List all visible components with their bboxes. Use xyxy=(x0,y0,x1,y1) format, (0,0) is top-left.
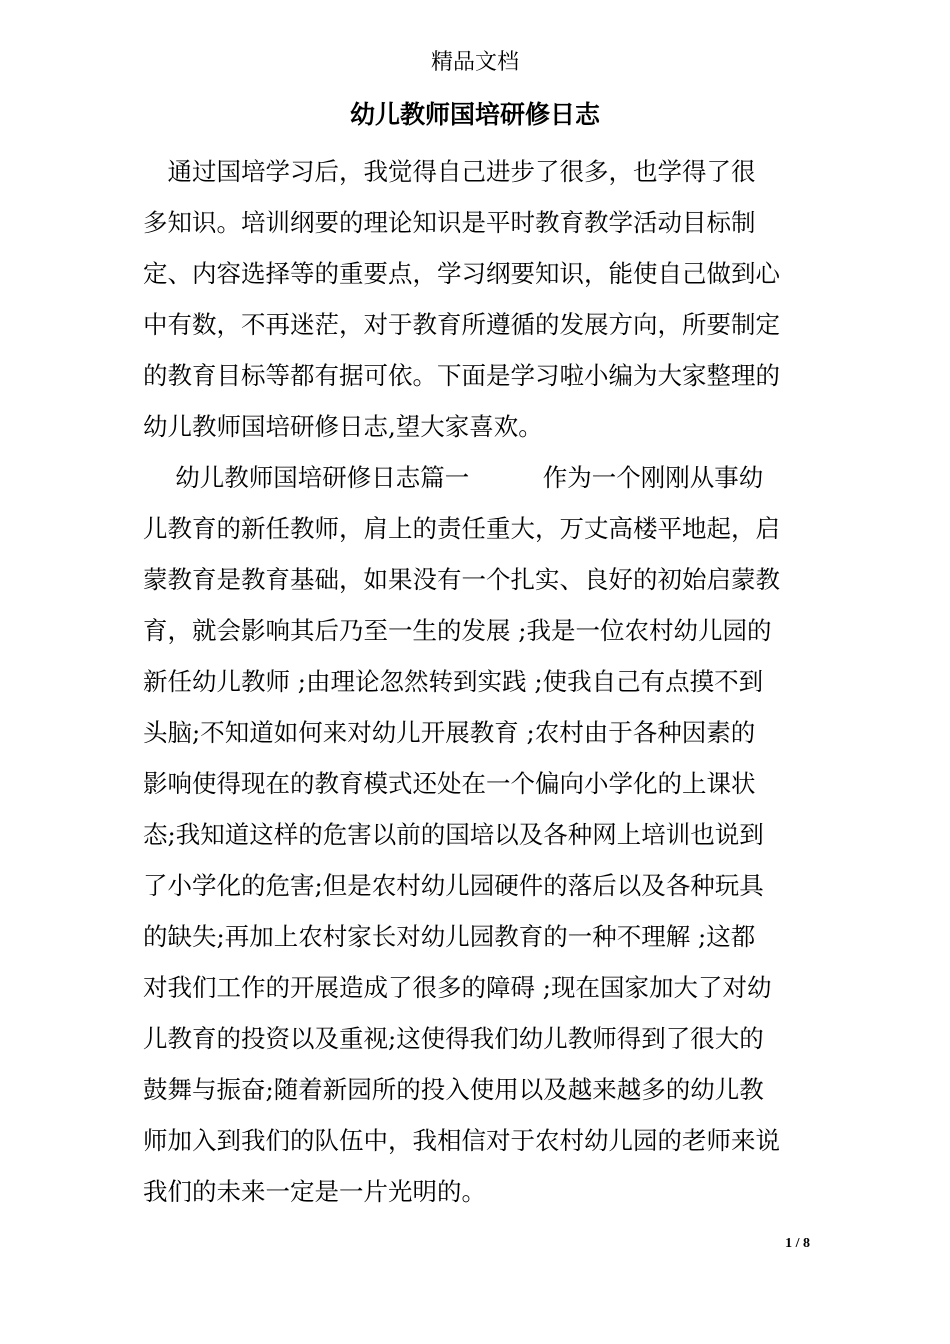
paragraph-line: 幼儿教师国培研修日志篇一 作为一个刚刚从事幼 xyxy=(143,463,764,492)
paragraph-line: 师加入到我们的队伍中，我相信对于农村幼儿园的老师来说 xyxy=(143,1126,780,1155)
paragraph-line: 定、内容选择等的重要点，学习纲要知识，能使自己做到心 xyxy=(143,259,780,288)
paragraph-line: 了小学化的危害;但是农村幼儿园硬件的落后以及各种玩具 xyxy=(143,871,764,900)
page-header: 精品文档 xyxy=(430,50,519,75)
paragraph-line: 育，就会影响其后乃至一生的发展 ;我是一位农村幼儿园的 xyxy=(143,616,772,645)
paragraph-article-one xyxy=(143,452,811,1217)
paragraph-line: 儿教育的新任教师，肩上的责任重大，万丈高楼平地起，启 xyxy=(143,514,780,543)
paragraph-line: 的教育目标等都有据可依。下面是学习啦小编为大家整理的 xyxy=(143,361,780,390)
paragraph-line: 新任幼儿教师 ;由理论忽然转到实践 ;使我自己有点摸不到 xyxy=(143,667,764,696)
paragraph-line: 幼儿教师国培研修日志,望大家喜欢。 xyxy=(143,412,543,441)
paragraph-line: 儿教育的投资以及重视;这使得我们幼儿教师得到了很大的 xyxy=(143,1024,764,1053)
paragraph-line: 我们的未来一定是一片光明的。 xyxy=(143,1177,486,1206)
paragraph-line: 对我们工作的开展造成了很多的障碍 ;现在国家加大了对幼 xyxy=(143,973,772,1002)
document-body xyxy=(143,146,811,1217)
paragraph-line: 中有数，不再迷茫，对于教育所遵循的发展方向，所要制定 xyxy=(143,310,780,339)
paragraph-line: 蒙教育是教育基础，如果没有一个扎实、良好的初始启蒙教 xyxy=(143,565,780,594)
page-number: 1 / 8 xyxy=(785,1236,810,1251)
paragraph-line: 鼓舞与振奋;随着新园所的投入使用以及越来越多的幼儿教 xyxy=(143,1075,764,1104)
paragraph-line: 多知识。培训纲要的理论知识是平时教育教学活动目标制 xyxy=(143,208,756,237)
paragraph-line: 影响使得现在的教育模式还处在一个偏向小学化的上课状 xyxy=(143,769,756,798)
document-title: 幼儿教师国培研修日志 xyxy=(349,100,600,129)
paragraph-line: 态;我知道这样的危害以前的国培以及各种网上培训也说到 xyxy=(143,820,764,849)
paragraph-intro xyxy=(143,146,811,452)
paragraph-line: 通过国培学习后，我觉得自己进步了很多，也学得了很 xyxy=(143,157,756,186)
paragraph-line: 的缺失;再加上农村家长对幼儿园教育的一种不理解 ;这都 xyxy=(143,922,756,951)
paragraph-line: 头脑;不知道如何来对幼儿开展教育 ;农村由于各种因素的 xyxy=(143,718,756,747)
